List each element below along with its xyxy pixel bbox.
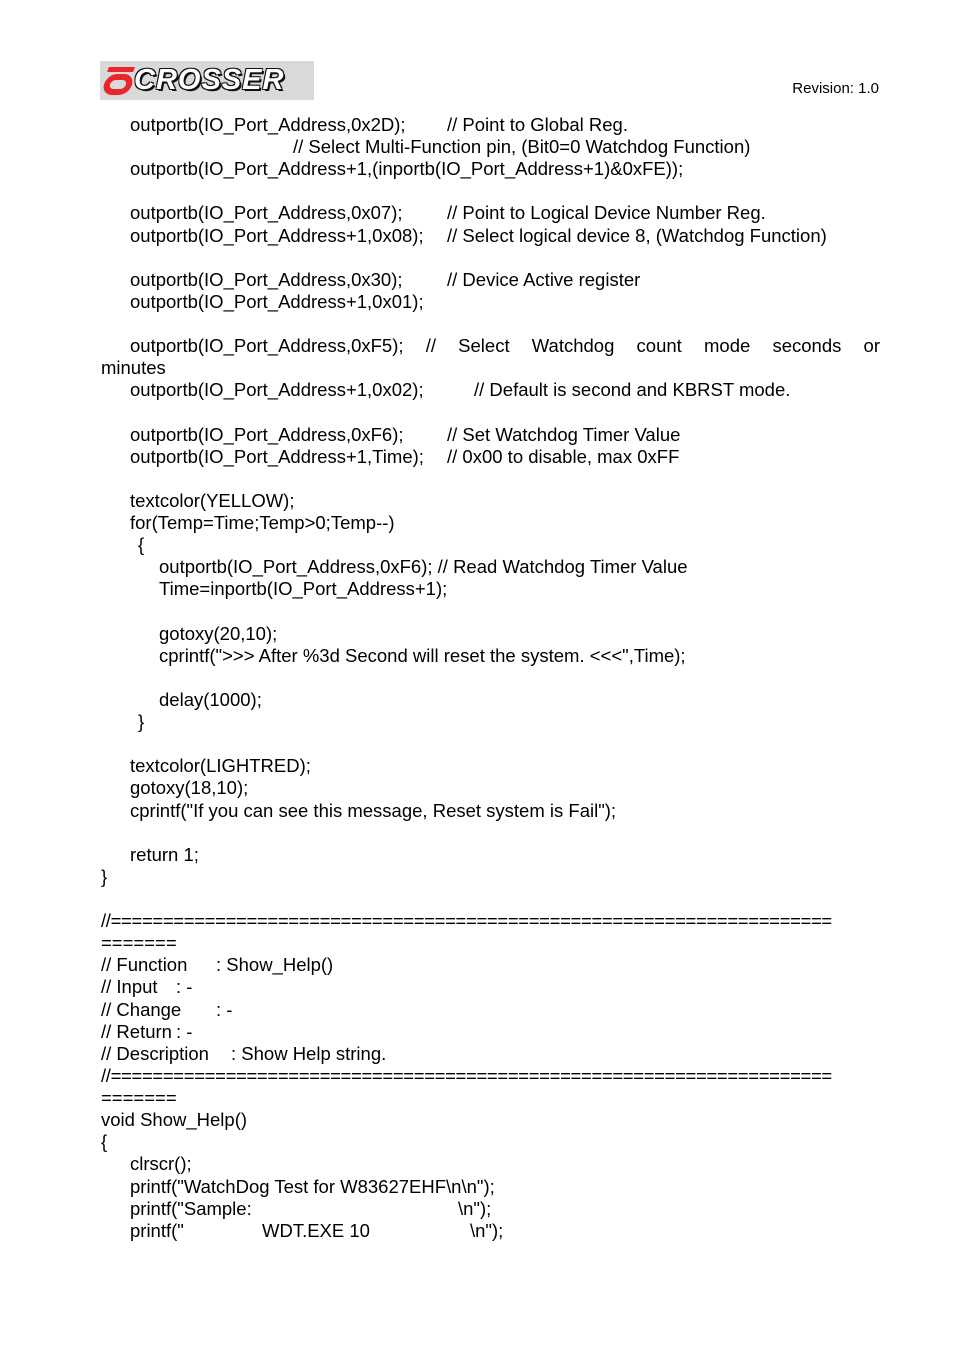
code-line: outportb(IO_Port_Address+1,(inportb(IO_Port_Address+1)&0xFE));: [130, 158, 684, 179]
code-line: delay(1000);: [159, 689, 262, 710]
code-line: outportb(IO_Port_Address+1,0x08);: [130, 225, 424, 246]
code-separator: //=====================================================================: [101, 910, 832, 931]
code-comment: // 0x00 to disable, max 0xFF: [447, 446, 680, 467]
code-line: }: [101, 866, 108, 887]
logo-a-mark: [100, 61, 136, 100]
code-line: textcolor(YELLOW);: [130, 490, 295, 511]
code-line: \n");: [458, 1198, 492, 1219]
code-line: {: [138, 534, 145, 555]
code-comment: // Default is second and KBRST mode.: [474, 379, 791, 400]
code-line: cprintf(">>> After %3d Second will reset the system. <<<",Time);: [159, 645, 686, 666]
acrosser-logo: [100, 61, 314, 100]
code-line: minutes: [101, 357, 166, 378]
code-line: void Show_Help(): [101, 1109, 248, 1130]
code-comment: // Description: [101, 1043, 209, 1064]
logo-text: CROSSER: [134, 64, 285, 96]
code-line: outportb(IO_Port_Address,0x07);: [130, 202, 403, 223]
code-line: clrscr();: [130, 1153, 192, 1174]
code-line: \n");: [470, 1220, 504, 1241]
code-comment: : -: [216, 999, 233, 1020]
revision-label: Revision: 1.0: [792, 80, 879, 97]
code-comment: // Point to Logical Device Number Reg.: [447, 202, 766, 223]
code-comment: // Function: [101, 954, 188, 975]
code-line-justified: outportb(IO_Port_Address,0xF5); // Select Watchdog count mode seconds or: [130, 335, 880, 356]
code-line: WDT.EXE 10: [262, 1220, 370, 1241]
code-line: return 1;: [130, 844, 199, 865]
code-line: outportb(IO_Port_Address+1,Time);: [130, 446, 424, 467]
code-comment: // Select logical device 8, (Watchdog Function): [447, 225, 827, 246]
code-comment: // Point to Global Reg.: [447, 114, 628, 135]
code-line: printf("Sample:: [130, 1198, 252, 1219]
code-separator: =======: [101, 932, 177, 953]
code-separator: //=====================================================================: [101, 1065, 832, 1086]
code-comment: // Set Watchdog Timer Value: [447, 424, 681, 445]
code-line: outportb(IO_Port_Address+1,0x02);: [130, 379, 424, 400]
code-comment: : -: [176, 1021, 193, 1042]
code-line: gotoxy(18,10);: [130, 777, 249, 798]
code-comment: // Change: [101, 999, 182, 1020]
code-line: outportb(IO_Port_Address,0x30);: [130, 269, 403, 290]
code-comment: // Return: [101, 1021, 172, 1042]
code-line: for(Temp=Time;Temp>0;Temp--): [130, 512, 395, 533]
code-comment: : Show Help string.: [231, 1043, 387, 1064]
code-line: Time=inportb(IO_Port_Address+1);: [159, 578, 448, 599]
code-line: printf(": [130, 1220, 184, 1241]
code-line: outportb(IO_Port_Address,0x2D);: [130, 114, 406, 135]
code-line: cprintf("If you can see this message, Reset system is Fail");: [130, 800, 617, 821]
code-separator: =======: [101, 1087, 177, 1108]
code-comment: // Select Multi-Function pin, (Bit0=0 Watchdog Function): [293, 136, 751, 157]
code-line: printf("WatchDog Test for W83627EHF\n\n");: [130, 1176, 495, 1197]
code-line: outportb(IO_Port_Address,0xF6); // Read Watchdog Timer Value: [159, 556, 688, 577]
code-line: outportb(IO_Port_Address,0xF6);: [130, 424, 404, 445]
code-line: gotoxy(20,10);: [159, 623, 278, 644]
code-line: {: [101, 1131, 108, 1152]
code-line: outportb(IO_Port_Address+1,0x01);: [130, 291, 424, 312]
code-comment: // Device Active register: [447, 269, 641, 290]
code-comment: : -: [176, 976, 193, 997]
code-line: textcolor(LIGHTRED);: [130, 755, 311, 776]
code-comment: : Show_Help(): [216, 954, 334, 975]
code-line: }: [138, 711, 145, 732]
code-comment: // Input: [101, 976, 158, 997]
